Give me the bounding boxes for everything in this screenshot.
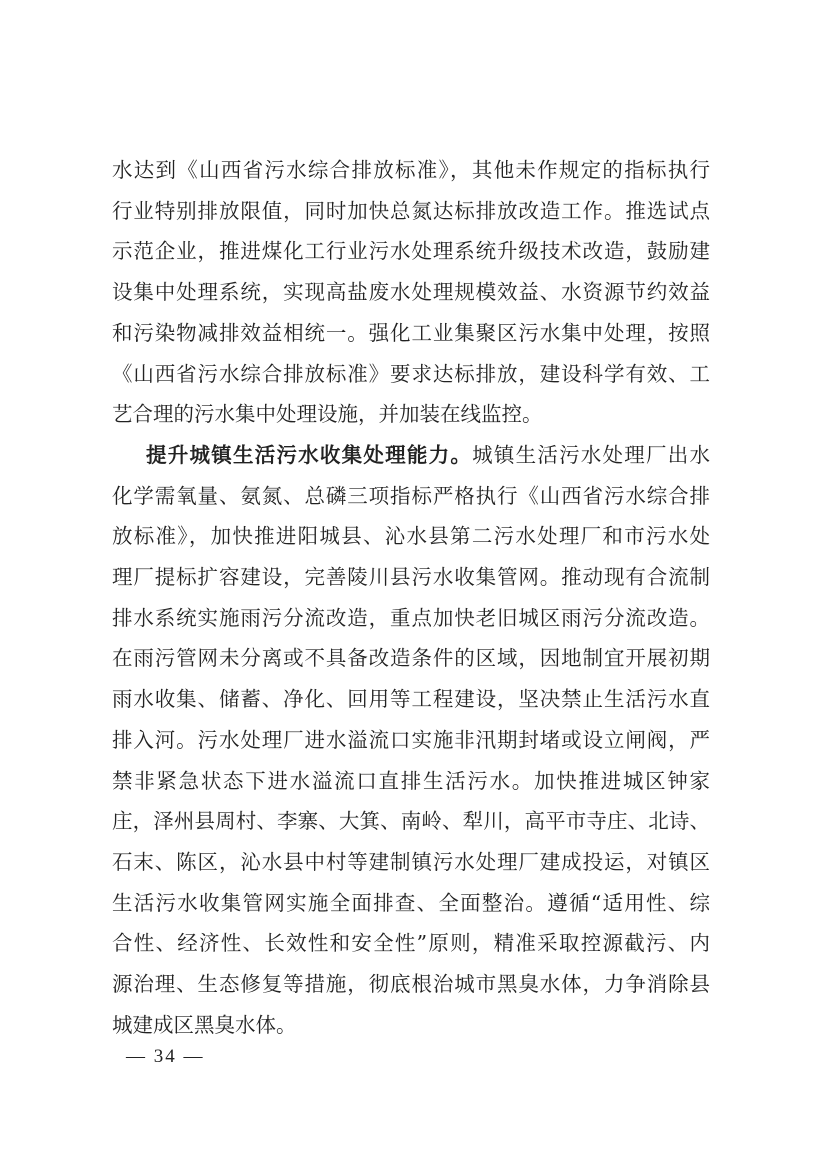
paragraph-heading: 提升城镇生活污水收集处理能力。 <box>146 443 473 467</box>
page-number: — 34 — <box>126 1046 205 1067</box>
text-line: 排入河。污水处理厂进水溢流口实施非汛期封堵或设立闸阀，严 <box>112 727 710 752</box>
text-line: 设集中处理系统，实现高盐废水处理规模效益、水资源节约效益 <box>112 280 710 305</box>
text-line: 行业特别排放限值，同时加快总氮达标排放改造工作。推选试点 <box>112 198 710 223</box>
text-line: 化学需氧量、氨氮、总磷三项指标严格执行《山西省污水综合排 <box>112 483 710 508</box>
text-line: 城建成区黑臭水体。 <box>112 1012 297 1037</box>
text-line: 艺合理的污水集中处理设施，并加装在线监控。 <box>112 402 543 427</box>
text-line: 雨水收集、储蓄、净化、回用等工程建设，坚决禁止生活污水直 <box>112 687 710 712</box>
text-line: 在雨污管网未分离或不具备改造条件的区域，因地制宜开展初期 <box>112 646 710 671</box>
text-line: 理厂提标扩容建设，完善陵川县污水收集管网。推动现有合流制 <box>112 565 710 589</box>
text-line: 禁非紧急状态下进水溢流口直排生活污水。加快推进城区钟家 <box>112 768 710 793</box>
text-line: 放标准》，加快推进阳城县、沁水县第二污水处理厂和市污水处 <box>112 524 710 549</box>
text-line: 排水系统实施雨污分流改造，重点加快老旧城区雨污分流改造。 <box>112 605 710 630</box>
text-line: 和污染物减排效益相统一。强化工业集聚区污水集中处理，按照 <box>112 320 710 345</box>
text-line: 合性、经济性、长效性和安全性”原则，精准采取控源截污、内 <box>112 931 710 956</box>
text-line: 水达到《山西省污水综合排放标准》，其他未作规定的指标执行 <box>112 158 710 182</box>
text-line: 《山西省污水综合排放标准》要求达标排放，建设科学有效、工 <box>112 361 710 386</box>
text-line: 石末、陈区，沁水县中村等建制镇污水处理厂建成投运，对镇区 <box>112 849 710 874</box>
text-line: 生活污水收集管网实施全面排查、全面整治。遵循“适用性、综 <box>112 890 710 915</box>
text-line: 示范企业，推进煤化工行业污水处理系统升级技术改造，鼓励建 <box>112 239 710 264</box>
paragraph-first-line <box>146 435 710 475</box>
paragraph-text: 城镇生活污水处理厂出水 <box>472 443 711 467</box>
text-line: 庄，泽州县周村、李寨、大箕、南岭、犁川，高平市寺庄、北诗、 <box>112 809 710 834</box>
text-line: 源治理、生态修复等措施，彻底根治城市黑臭水体，力争消除县 <box>112 972 710 996</box>
